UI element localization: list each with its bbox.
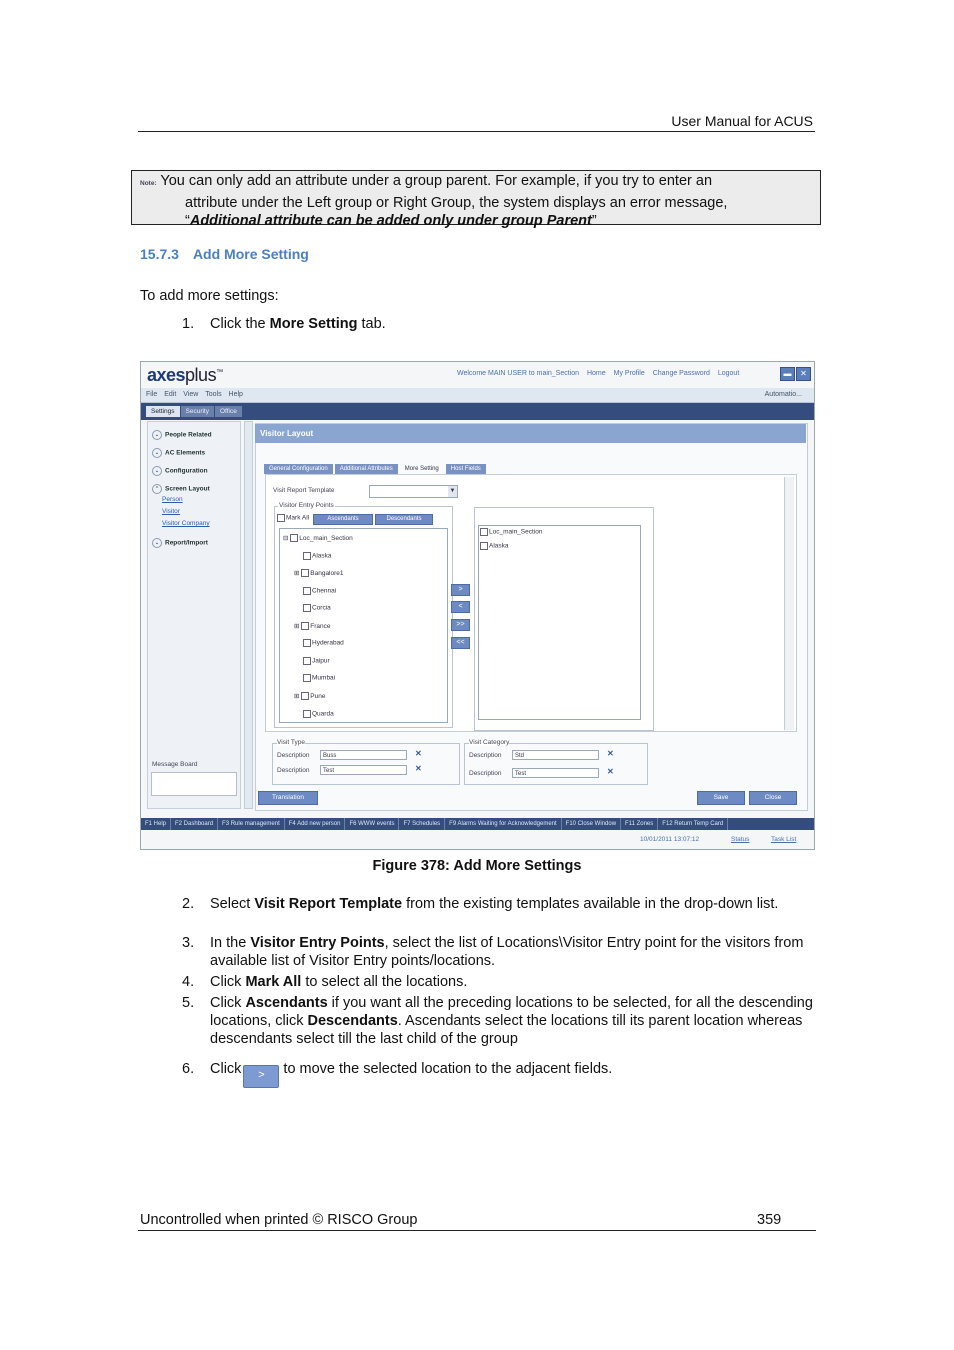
- translation-button[interactable]: Translation: [258, 791, 318, 805]
- change-password-link[interactable]: Change Password: [652, 370, 710, 377]
- fkey-schedules[interactable]: F7 Schedules: [399, 818, 445, 830]
- welcome-text: Welcome MAIN USER to main_Section: [457, 370, 580, 377]
- sidebar-item-configuration[interactable]: ⌄ Configuration: [152, 466, 208, 476]
- main-tabs: [146, 406, 243, 417]
- visit-type-input[interactable]: Test: [320, 765, 407, 775]
- axesplus-logo: axesplus™: [147, 365, 223, 385]
- visit-category-legend: Visit Category: [469, 739, 510, 746]
- status-link[interactable]: Status: [731, 836, 750, 843]
- visitor-layout-title: Visitor Layout: [255, 424, 806, 443]
- tab-additional-attributes[interactable]: Additional Attributes: [335, 464, 398, 474]
- fkey-dashboard[interactable]: F2 Dashboard: [171, 818, 218, 830]
- chevron-down-icon: ⌄: [152, 538, 162, 548]
- function-key-bar: [141, 818, 814, 830]
- sidebar: [147, 421, 241, 809]
- menu-edit[interactable]: Edit: [164, 391, 177, 398]
- running-header: User Manual for ACUS: [671, 113, 813, 129]
- visitor-entry-points-label: Visitor Entry Points: [279, 502, 334, 509]
- tree-item[interactable]: Quarda: [303, 710, 334, 718]
- sidebar-item-screen-layout[interactable]: ⌃ Screen Layout: [152, 484, 210, 494]
- visit-report-template-label: Visit Report Template: [273, 487, 335, 494]
- tab-more-setting[interactable]: More Setting: [400, 464, 444, 474]
- sidebar-link-person[interactable]: Person: [162, 496, 183, 503]
- delete-icon[interactable]: ✕: [607, 749, 614, 758]
- tab-host-fields[interactable]: Host Fields: [446, 464, 486, 474]
- tree-item[interactable]: Alaska: [303, 552, 332, 560]
- visit-type-description-label: Description: [277, 767, 310, 774]
- section-title: Add More Setting: [192, 246, 309, 262]
- visit-category-input[interactable]: Test: [512, 768, 599, 778]
- visit-category-input[interactable]: Std: [512, 750, 599, 760]
- vertical-scrollbar[interactable]: [784, 477, 794, 730]
- tab-security[interactable]: Security: [181, 406, 214, 417]
- menu-tools[interactable]: Tools: [205, 391, 222, 398]
- ascendants-button[interactable]: Ascendants: [313, 514, 373, 525]
- tab-general-configuration[interactable]: General Configuration: [264, 464, 333, 474]
- note-label: Note:: [140, 180, 157, 187]
- tree-item[interactable]: ⊞ Bangalore1: [294, 570, 344, 577]
- fkey-return-temp-card[interactable]: F12 Return Temp Card: [658, 818, 728, 830]
- note-box: [131, 170, 821, 229]
- tree-item[interactable]: Corcia: [303, 604, 331, 612]
- note-line-3: “Additional attribute can be added only under group Parent”: [185, 213, 597, 229]
- section-heading: [140, 246, 309, 262]
- chevron-up-icon: ⌃: [152, 484, 162, 494]
- inner-tabs: [264, 464, 488, 474]
- header-rule: [138, 131, 815, 132]
- note-line-1: You can only add an attribute under a group parent. For example, if you try to enter an: [160, 173, 713, 189]
- move-left-button[interactable]: <: [451, 601, 470, 613]
- chevron-down-icon: ⌄: [152, 448, 162, 458]
- footer-text: Uncontrolled when printed © RISCO Group: [140, 1212, 418, 1228]
- task-list-link[interactable]: Task List: [771, 836, 797, 843]
- visit-report-template-select[interactable]: [369, 485, 458, 498]
- move-right-button-illustration: >: [243, 1065, 279, 1088]
- minimize-icon[interactable]: ▬: [780, 367, 795, 381]
- sidebar-link-visitor[interactable]: Visitor: [162, 508, 180, 515]
- fkey-www-events[interactable]: F6 WWW events: [345, 818, 399, 830]
- figure-caption: Figure 378: Add More Settings: [372, 858, 582, 874]
- fkey-alarms[interactable]: F9 Alarms Waiting for Acknowledgement: [445, 818, 562, 830]
- menu-automation[interactable]: Automatio...: [764, 391, 802, 398]
- tree-item[interactable]: Jaipur: [303, 657, 330, 665]
- close-window-icon[interactable]: ✕: [796, 367, 811, 381]
- sidebar-item-ac-elements[interactable]: ⌄ AC Elements: [152, 448, 205, 458]
- move-right-button[interactable]: >: [451, 584, 470, 596]
- fkey-help[interactable]: F1 Help: [141, 818, 171, 830]
- chevron-down-icon: ⌄: [152, 430, 162, 440]
- message-board-box[interactable]: [151, 772, 237, 796]
- fkey-rule-management[interactable]: F3 Rule management: [218, 818, 285, 830]
- sidebar-item-people-related[interactable]: ⌄ People Related: [152, 430, 212, 440]
- fkey-zones[interactable]: F11 Zones: [621, 818, 658, 830]
- menu-file[interactable]: File: [146, 391, 158, 398]
- visit-category-description-label: Description: [469, 752, 502, 759]
- my-profile-link[interactable]: My Profile: [613, 370, 645, 377]
- screenshot-figure: [140, 361, 815, 850]
- tree-item[interactable]: ⊞ France: [294, 623, 331, 630]
- selected-item[interactable]: Loc_main_Section: [480, 528, 542, 536]
- menu-help[interactable]: Help: [228, 391, 243, 398]
- delete-icon[interactable]: ✕: [415, 749, 422, 758]
- close-button[interactable]: Close: [749, 791, 797, 805]
- tree-item[interactable]: Chennai: [303, 587, 336, 595]
- tree-item[interactable]: ⊞ Pune: [294, 693, 326, 700]
- mark-all-checkbox[interactable]: Mark All: [277, 514, 309, 522]
- status-datetime: 10/01/2011 13:07:12: [640, 836, 700, 843]
- note-line-2: attribute under the Left group or Right Group, the system displays an error message,: [185, 194, 728, 211]
- tree-item[interactable]: Hyderabad: [303, 639, 344, 647]
- move-all-right-button[interactable]: >>: [451, 619, 470, 631]
- dropdown-arrow-icon: ▼: [448, 486, 457, 497]
- logout-link[interactable]: Logout: [717, 370, 740, 377]
- note-error-message: Additional attribute can be added only under group Parent: [189, 213, 592, 229]
- visit-type-description-label: Description: [277, 752, 310, 759]
- fkey-add-new-person[interactable]: F4 Add new person: [285, 818, 346, 830]
- visit-category-description-label: Description: [469, 770, 502, 777]
- status-bar: [141, 830, 814, 849]
- page-number: 359: [757, 1212, 782, 1228]
- tree-item[interactable]: ⊟ Loc_main_Section: [283, 535, 353, 542]
- visit-type-input[interactable]: Buss: [320, 750, 407, 760]
- selected-locations-list[interactable]: [478, 525, 641, 720]
- intro-text: To add more settings:: [140, 288, 279, 304]
- message-board-label: Message Board: [152, 761, 198, 768]
- panel-splitter[interactable]: [244, 421, 253, 809]
- selected-item[interactable]: Alaska: [480, 542, 509, 550]
- tree-item[interactable]: Mumbai: [303, 674, 335, 682]
- sidebar-link-visitor-company[interactable]: Visitor Company: [162, 520, 210, 527]
- fkey-close-window[interactable]: F10 Close Window: [562, 818, 621, 830]
- top-links: [457, 370, 745, 377]
- home-link[interactable]: Home: [586, 370, 606, 377]
- move-all-left-button[interactable]: <<: [451, 637, 470, 649]
- delete-icon[interactable]: ✕: [607, 767, 614, 776]
- descendants-button[interactable]: Descendants: [375, 514, 433, 525]
- delete-icon[interactable]: ✕: [415, 764, 422, 773]
- tab-office[interactable]: Office: [215, 406, 242, 417]
- chevron-down-icon: ⌄: [152, 466, 162, 476]
- footer-rule: [138, 1230, 816, 1231]
- menu-view[interactable]: View: [183, 391, 199, 398]
- save-button[interactable]: Save: [697, 791, 745, 805]
- menu-bar: [141, 388, 814, 403]
- tab-settings[interactable]: Settings: [146, 406, 180, 417]
- sidebar-item-report-import[interactable]: ⌄ Report/Import: [152, 538, 208, 548]
- section-number: 15.7.3: [140, 246, 179, 262]
- visit-type-legend: Visit Type: [277, 739, 305, 746]
